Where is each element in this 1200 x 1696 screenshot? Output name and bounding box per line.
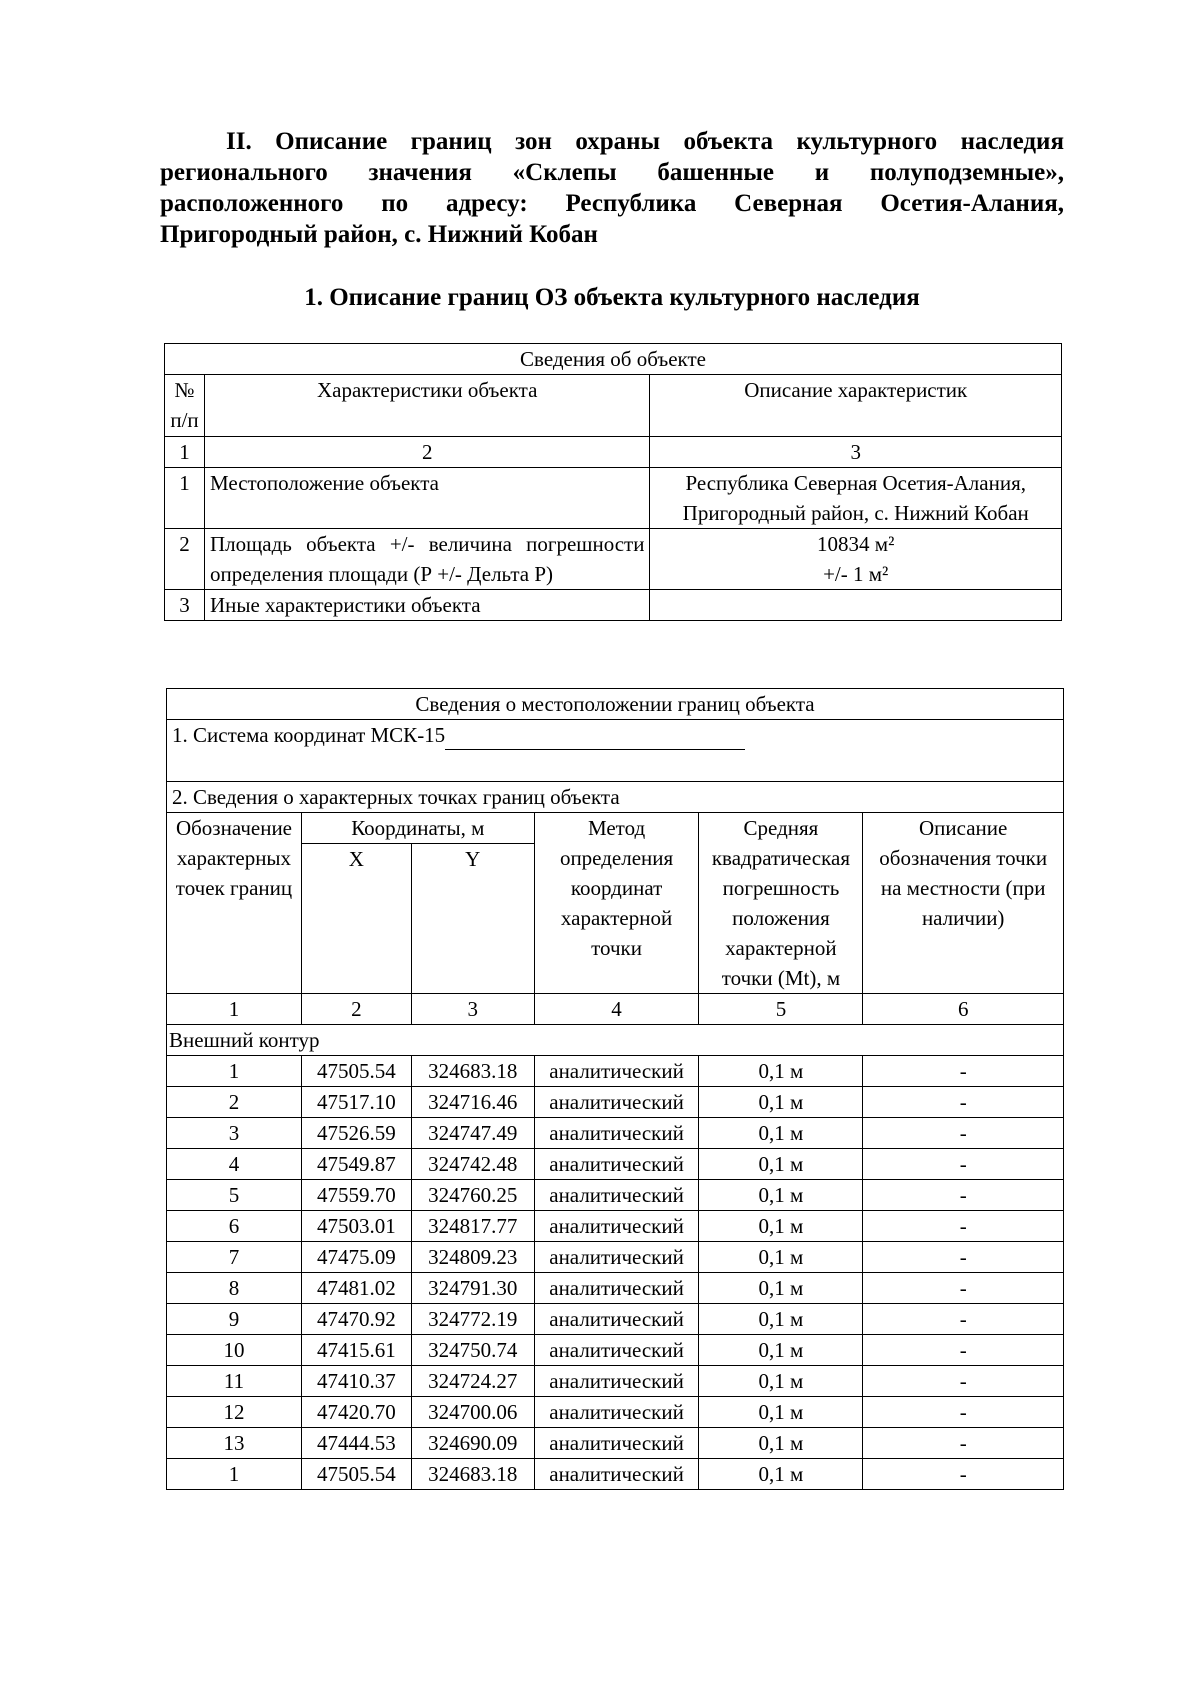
point-number: 6 xyxy=(167,1211,302,1242)
coordinate-system-row xyxy=(167,720,1064,782)
point-description: - xyxy=(863,1149,1064,1180)
point-error: 0,1 м xyxy=(699,1118,863,1149)
point-number: 2 xyxy=(167,1087,302,1118)
point-x: 47549.87 xyxy=(301,1149,411,1180)
section-heading: II. Описание границ зон охраны объекта культурного наследия регионального значения «Склепы башенные и полуподземные», расположенного по адресу: Республика Северная Осетия-Алания, Пригородный район, с. Нижний Кобан xyxy=(160,128,1064,248)
point-row xyxy=(167,1149,1064,1180)
point-error: 0,1 м xyxy=(699,1087,863,1118)
point-x: 47526.59 xyxy=(301,1118,411,1149)
point-number: 13 xyxy=(167,1428,302,1459)
point-error: 0,1 м xyxy=(699,1242,863,1273)
point-description: - xyxy=(863,1366,1064,1397)
location-table-title: Сведения о местоположении границ объекта xyxy=(167,689,1064,720)
point-description: - xyxy=(863,1397,1064,1428)
row-number: 1 xyxy=(165,468,205,529)
points-body xyxy=(167,1056,1064,1490)
coordinate-system: 1. Система координат МСК-15 xyxy=(172,723,446,747)
point-method: аналитический xyxy=(534,1397,699,1428)
point-x: 47505.54 xyxy=(301,1459,411,1490)
point-y: 324817.77 xyxy=(411,1211,534,1242)
header-coordinates: Координаты, м xyxy=(301,813,534,844)
point-number: 1 xyxy=(167,1459,302,1490)
point-description: - xyxy=(863,1459,1064,1490)
row-characteristic: Площадь объекта +/- величина погрешности определения площади (Р +/- Дельта Р) xyxy=(204,529,649,590)
point-x: 47481.02 xyxy=(301,1273,411,1304)
point-method: аналитический xyxy=(534,1242,699,1273)
point-row xyxy=(167,1459,1064,1490)
point-number: 8 xyxy=(167,1273,302,1304)
col-header-number: № п/п xyxy=(165,375,205,437)
point-method: аналитический xyxy=(534,1087,699,1118)
point-x: 47517.10 xyxy=(301,1087,411,1118)
point-method: аналитический xyxy=(534,1304,699,1335)
point-error: 0,1 м xyxy=(699,1211,863,1242)
point-row xyxy=(167,1211,1064,1242)
point-error: 0,1 м xyxy=(699,1273,863,1304)
point-description: - xyxy=(863,1118,1064,1149)
point-description: - xyxy=(863,1273,1064,1304)
point-method: аналитический xyxy=(534,1335,699,1366)
row-value xyxy=(650,590,1062,621)
point-method: аналитический xyxy=(534,1273,699,1304)
point-description: - xyxy=(863,1304,1064,1335)
point-description: - xyxy=(863,1428,1064,1459)
point-description: - xyxy=(863,1180,1064,1211)
point-y: 324750.74 xyxy=(411,1335,534,1366)
point-number: 11 xyxy=(167,1366,302,1397)
point-y: 324791.30 xyxy=(411,1273,534,1304)
subsection-heading: 1. Описание границ ОЗ объекта культурного наследия xyxy=(304,284,920,311)
point-error: 0,1 м xyxy=(699,1056,863,1087)
point-y: 324772.19 xyxy=(411,1304,534,1335)
header-designation: Обозначение характерных точек границ xyxy=(167,813,302,994)
object-info-table xyxy=(164,343,1062,621)
point-error: 0,1 м xyxy=(699,1304,863,1335)
point-row xyxy=(167,1397,1064,1428)
point-number: 5 xyxy=(167,1180,302,1211)
point-x: 47505.54 xyxy=(301,1056,411,1087)
point-y: 324724.27 xyxy=(411,1366,534,1397)
object-table-title: Сведения об объекте xyxy=(165,344,1062,375)
point-y: 324716.46 xyxy=(411,1087,534,1118)
point-method: аналитический xyxy=(534,1180,699,1211)
point-row xyxy=(167,1118,1064,1149)
point-description: - xyxy=(863,1211,1064,1242)
point-method: аналитический xyxy=(534,1211,699,1242)
point-row xyxy=(167,1335,1064,1366)
point-description: - xyxy=(863,1335,1064,1366)
point-description: - xyxy=(863,1087,1064,1118)
header-y: Y xyxy=(411,844,534,994)
point-number: 1 xyxy=(167,1056,302,1087)
header-x: X xyxy=(301,844,411,994)
fill-line xyxy=(445,727,745,750)
row-number: 3 xyxy=(165,590,205,621)
index-cell: 2 xyxy=(204,437,649,468)
index-cell: 3 xyxy=(411,994,534,1025)
point-y: 324747.49 xyxy=(411,1118,534,1149)
point-error: 0,1 м xyxy=(699,1366,863,1397)
point-y: 324683.18 xyxy=(411,1056,534,1087)
point-number: 4 xyxy=(167,1149,302,1180)
index-cell: 6 xyxy=(863,994,1064,1025)
point-error: 0,1 м xyxy=(699,1335,863,1366)
point-x: 47470.92 xyxy=(301,1304,411,1335)
point-method: аналитический xyxy=(534,1056,699,1087)
point-x: 47410.37 xyxy=(301,1366,411,1397)
row-value: Республика Северная Осетия-Алания, Пригородный район, с. Нижний Кобан xyxy=(650,468,1062,529)
point-error: 0,1 м xyxy=(699,1397,863,1428)
point-x: 47503.01 xyxy=(301,1211,411,1242)
area-error: +/- 1 м² xyxy=(823,562,889,586)
point-error: 0,1 м xyxy=(699,1180,863,1211)
point-row xyxy=(167,1366,1064,1397)
point-x: 47415.61 xyxy=(301,1335,411,1366)
point-number: 3 xyxy=(167,1118,302,1149)
header-error: Средняя квадратическая погрешность положения характерной точки (Mt), м xyxy=(699,813,863,994)
point-y: 324760.25 xyxy=(411,1180,534,1211)
point-number: 7 xyxy=(167,1242,302,1273)
col-header-characteristics: Характеристики объекта xyxy=(204,375,649,437)
point-description: - xyxy=(863,1056,1064,1087)
point-x: 47444.53 xyxy=(301,1428,411,1459)
point-row xyxy=(167,1273,1064,1304)
col-header-description: Описание характеристик xyxy=(650,375,1062,437)
area-value: 10834 м² xyxy=(817,532,895,556)
point-method: аналитический xyxy=(534,1366,699,1397)
index-cell: 5 xyxy=(699,994,863,1025)
header-method: Метод определения координат характерной точки xyxy=(534,813,699,994)
point-error: 0,1 м xyxy=(699,1149,863,1180)
point-y: 324700.06 xyxy=(411,1397,534,1428)
point-row xyxy=(167,1087,1064,1118)
point-y: 324809.23 xyxy=(411,1242,534,1273)
row-characteristic: Местоположение объекта xyxy=(204,468,649,529)
point-y: 324683.18 xyxy=(411,1459,534,1490)
row-value xyxy=(650,529,1062,590)
point-method: аналитический xyxy=(534,1118,699,1149)
point-number: 9 xyxy=(167,1304,302,1335)
point-y: 324742.48 xyxy=(411,1149,534,1180)
point-row xyxy=(167,1304,1064,1335)
point-row xyxy=(167,1180,1064,1211)
point-description: - xyxy=(863,1242,1064,1273)
point-error: 0,1 м xyxy=(699,1459,863,1490)
point-x: 47559.70 xyxy=(301,1180,411,1211)
point-number: 10 xyxy=(167,1335,302,1366)
index-cell: 1 xyxy=(165,437,205,468)
point-method: аналитический xyxy=(534,1459,699,1490)
boundary-location-table xyxy=(166,688,1064,1490)
row-characteristic: Иные характеристики объекта xyxy=(204,590,649,621)
points-section-title: 2. Сведения о характерных точках границ объекта xyxy=(167,782,1064,813)
row-number: 2 xyxy=(165,529,205,590)
index-cell: 2 xyxy=(301,994,411,1025)
header-description: Описание обозначения точки на местности (при наличии) xyxy=(863,813,1064,994)
point-row xyxy=(167,1242,1064,1273)
point-number: 12 xyxy=(167,1397,302,1428)
point-row xyxy=(167,1428,1064,1459)
index-cell: 3 xyxy=(650,437,1062,468)
point-x: 47420.70 xyxy=(301,1397,411,1428)
point-row xyxy=(167,1056,1064,1087)
index-cell: 4 xyxy=(534,994,699,1025)
point-error: 0,1 м xyxy=(699,1428,863,1459)
point-x: 47475.09 xyxy=(301,1242,411,1273)
index-cell: 1 xyxy=(167,994,302,1025)
point-method: аналитический xyxy=(534,1428,699,1459)
point-method: аналитический xyxy=(534,1149,699,1180)
point-y: 324690.09 xyxy=(411,1428,534,1459)
contour-label: Внешний контур xyxy=(167,1025,1064,1056)
